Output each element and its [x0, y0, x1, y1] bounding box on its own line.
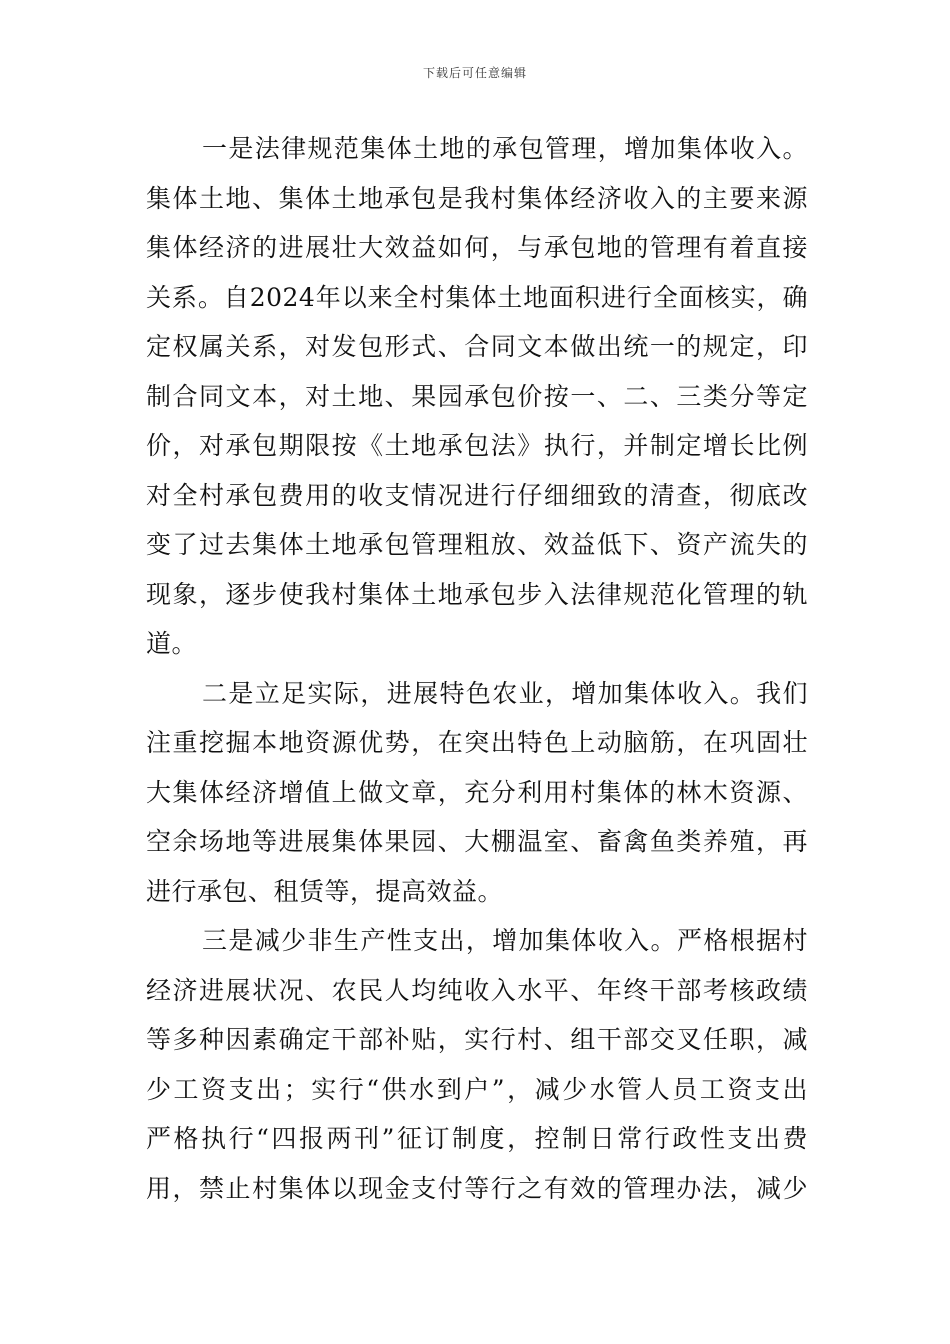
- paragraph-1-line-9: 变了过去集体土地承包管理粗放、效益低下、资产流失的: [146, 530, 808, 559]
- paragraph-2-line-5: 进行承包、租赁等，提高效益。: [146, 876, 504, 906]
- paragraph-2-line-4: 空余场地等进展集体果园、大棚温室、畜禽鱼类养殖，再: [146, 827, 808, 856]
- paragraph-2-line-1: 二是立足实际，进展特色农业，增加集体收入。我们: [202, 678, 808, 708]
- paragraph-3-line-6: 用，禁止村集体以现金支付等行之有效的管理办法，减少: [146, 1173, 808, 1203]
- paragraph-1-line-4: 关系。自2024年以来全村集体土地面积进行全面核实，确: [146, 282, 808, 312]
- download-note: 下载后可任意编辑: [422, 66, 527, 80]
- paragraph-3-line-2: 经济进展状况、农民人均纯收入水平、年终干部考核政绩: [146, 975, 808, 1005]
- paragraph-1-line-5: 定权属关系，对发包形式、合同文本做出统一的规定，印: [146, 332, 808, 361]
- document-body: [146, 124, 808, 1213]
- paragraph-1-line-11: 道。: [146, 629, 198, 658]
- paragraph-2-line-3: 大集体经济增值上做文章，充分利用村集体的林木资源、: [146, 777, 808, 807]
- paragraph-1-line-3: 集体经济的进展壮大效益如何，与承包地的管理有着直接: [146, 233, 808, 262]
- paragraph-1-line-2: 集体土地、集体土地承包是我村集体经济收入的主要来源: [146, 183, 808, 213]
- paragraph-1-line-8: 对全村承包费用的收支情况进行仔细细致的清查，彻底改: [146, 480, 808, 510]
- paragraph-1-line-7: 价，对承包期限按《土地承包法》执行，并制定增长比例: [146, 431, 808, 460]
- paragraph-2-line-2: 注重挖掘本地资源优势，在突出特色上动脑筋，在巩固壮: [146, 728, 808, 757]
- paragraph-1-line-10: 现象，逐步使我村集体土地承包步入法律规范化管理的轨: [146, 579, 808, 609]
- paragraph-3-line-5: 严格执行“四报两刊”征订制度，控制日常行政性支出费: [146, 1124, 808, 1153]
- paragraph-3-line-3: 等多种因素确定干部补贴，实行村、组干部交叉任职，减: [146, 1025, 808, 1054]
- paragraph-1-line-1: 一是法律规范集体土地的承包管理，增加集体收入。: [202, 134, 808, 163]
- paragraph-1-line-6: 制合同文本，对土地、果园承包价按一、二、三类分等定: [146, 381, 808, 411]
- paragraph-3-line-4: 少工资支出；实行“供水到户”，减少水管人员工资支出: [146, 1074, 808, 1104]
- paragraph-3-line-1: 三是减少非生产性支出，增加集体收入。严格根据村: [202, 926, 808, 955]
